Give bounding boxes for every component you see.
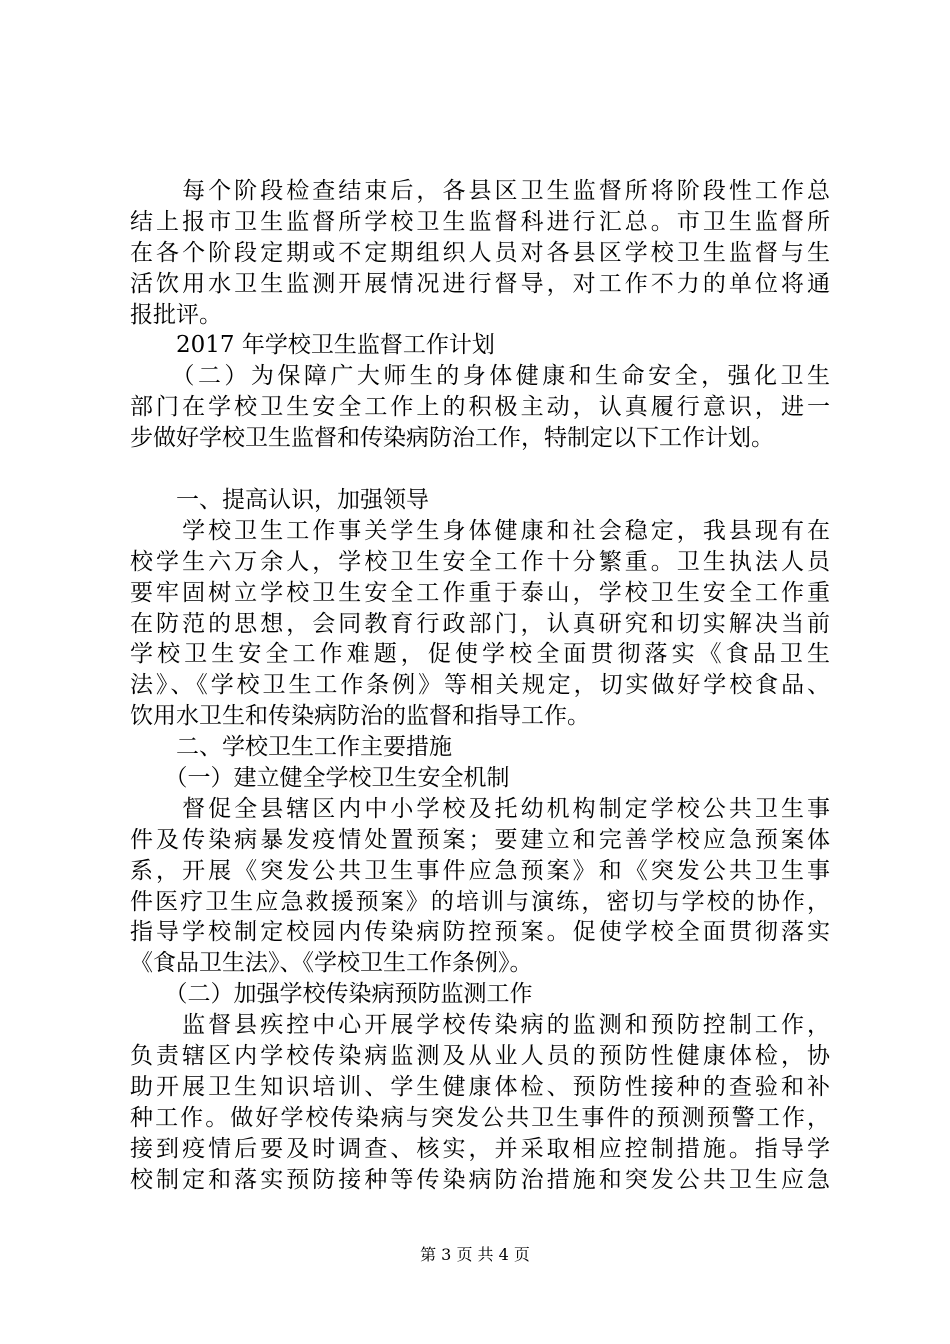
text-line: 学校卫生安全工作难题，促使学校全面贯彻落实《食品卫生 xyxy=(130,641,830,668)
text-line: 《食品卫生法》、《学校卫生工作条例》。 xyxy=(130,950,533,977)
text-line: 报批评。 xyxy=(130,301,222,328)
text-line: 监督县疾控中心开展学校传染病的监测和预防控制工作， xyxy=(130,1012,830,1039)
page-footer: 第 3 页 共 4 页 xyxy=(420,1245,530,1264)
text-line: 负责辖区内学校传染病监测及从业人员的预防性健康体检，协 xyxy=(130,1043,830,1070)
text-line: 在防范的思想，会同教育行政部门，认真研究和切实解决当前 xyxy=(130,610,830,637)
text-line: 系，开展《突发公共卫生事件应急预案》和《突发公共卫生事 xyxy=(130,857,830,884)
text-line: 件及传染病暴发疫情处置预案；要建立和完善学校应急预案体 xyxy=(130,826,830,853)
text-line: 结上报市卫生监督所学校卫生监督科进行汇总。市卫生监督所 xyxy=(130,208,830,235)
text-line: 校制定和落实预防接种等传染病防治措施和突发公共卫生应急 xyxy=(130,1166,830,1193)
section-title: 2017 年学校卫生监督工作计划 xyxy=(130,332,495,359)
text-line: （二）为保障广大师生的身体健康和生命安全，强化卫生 xyxy=(130,363,830,390)
text-line: 法》、《学校卫生工作条例》等相关规定，切实做好学校食品、 xyxy=(130,672,830,699)
text-line: 学校卫生工作事关学生身体健康和社会稳定，我县现有在 xyxy=(130,517,830,544)
text-line: 步做好学校卫生监督和传染病防治工作，特制定以下工作计划。 xyxy=(130,425,774,452)
paragraph-gap xyxy=(130,454,830,485)
text-line: 饮用水卫生和传染病防治的监督和指导工作。 xyxy=(130,703,590,730)
text-line: 指导学校制定校园内传染病防控预案。促使学校全面贯彻落实 xyxy=(130,919,830,946)
heading-line: 一、提高认识，加强领导 xyxy=(130,487,429,514)
text-line: 督促全县辖区内中小学校及托幼机构制定学校公共卫生事 xyxy=(130,795,830,822)
document-body xyxy=(130,176,830,1196)
text-line: 每个阶段检查结束后，各县区卫生监督所将阶段性工作总 xyxy=(130,178,830,204)
text-line: 在各个阶段定期或不定期组织人员对各县区学校卫生监督与生 xyxy=(130,239,830,266)
text-line: 活饮用水卫生监测开展情况进行督导，对工作不力的单位将通 xyxy=(130,270,830,297)
text-line: 要牢固树立学校卫生安全工作重于泰山，学校卫生安全工作重 xyxy=(130,579,830,606)
text-line: 部门在学校卫生安全工作上的积极主动，认真履行意识，进一 xyxy=(130,394,830,421)
text-line: 种工作。做好学校传染病与突发公共卫生事件的预测预警工作， xyxy=(130,1104,830,1131)
text-line: 件医疗卫生应急救援预案》的培训与演练，密切与学校的协作， xyxy=(130,888,830,915)
text-line: 助开展卫生知识培训、学生健康体检、预防性接种的查验和补 xyxy=(130,1073,830,1100)
subheading-line: （二）加强学校传染病预防监测工作 xyxy=(130,981,533,1008)
subheading-line: （一）建立健全学校卫生安全机制 xyxy=(130,765,510,792)
text-line: 接到疫情后要及时调查、核实，并采取相应控制措施。指导学 xyxy=(130,1135,830,1162)
text-line: 校学生六万余人，学校卫生安全工作十分繁重。卫生执法人员 xyxy=(130,548,830,575)
heading-line: 二、学校卫生工作主要措施 xyxy=(130,734,452,761)
